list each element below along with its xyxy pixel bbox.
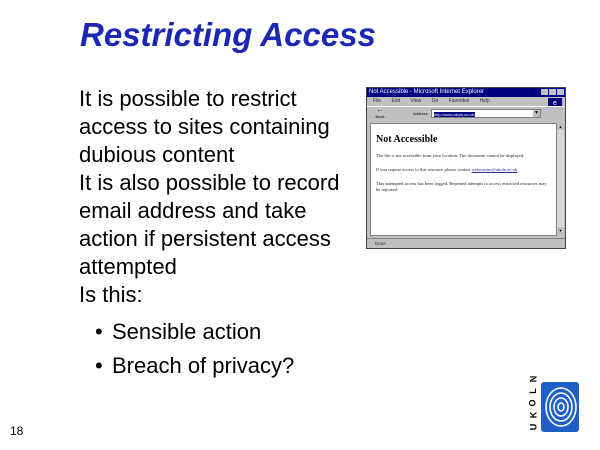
browser-toolbar bbox=[367, 106, 565, 122]
logo-letter: L bbox=[528, 388, 538, 394]
menu-file: File bbox=[373, 98, 382, 104]
bullet-label: Breach of privacy? bbox=[112, 353, 295, 378]
chevron-down-icon: ▼ bbox=[534, 110, 539, 116]
back-arrow-icon: ← bbox=[376, 107, 384, 114]
status-bar: Done bbox=[367, 238, 565, 248]
paragraph-question: Is this: bbox=[79, 282, 143, 307]
back-button bbox=[373, 108, 387, 120]
logo-letter: O bbox=[527, 399, 538, 407]
minimize-icon bbox=[541, 89, 548, 95]
address-value: http://www.ukoln.ac.uk/ bbox=[434, 112, 475, 117]
page-paragraph: The file is not accessible from your location. The document cannot be displayed. bbox=[376, 153, 525, 158]
slide-title: Restricting Access bbox=[80, 16, 376, 53]
paragraph-record: It is also possible to record email address and take action if persistent access attempted bbox=[79, 170, 340, 279]
bullet-label: Sensible action bbox=[112, 319, 262, 344]
ie-logo-icon: e bbox=[548, 98, 562, 106]
scrollbar bbox=[557, 123, 564, 234]
paragraph-restrict: It is possible to restrict access to sites containing dubious content bbox=[79, 86, 330, 167]
page-heading: Not Accessible bbox=[376, 134, 438, 145]
browser-screenshot bbox=[366, 87, 566, 249]
browser-page bbox=[370, 123, 557, 236]
scroll-down-icon: ▼ bbox=[558, 228, 563, 233]
bullet-icon: • bbox=[95, 353, 103, 378]
page-text: If you require access to this resource please contact bbox=[376, 167, 471, 172]
menu-edit: Edit bbox=[391, 98, 401, 104]
browser-window-title: Not Accessible - Microsoft Internet Explorer bbox=[369, 89, 485, 95]
bullet-item bbox=[79, 315, 369, 349]
menu-go: Go bbox=[431, 98, 439, 104]
address-label: Address bbox=[413, 111, 428, 116]
menu-view: View bbox=[410, 98, 422, 104]
page-paragraph bbox=[376, 167, 551, 173]
logo-letter: K bbox=[528, 411, 538, 419]
maximize-icon bbox=[549, 89, 556, 95]
bullet-icon: • bbox=[95, 319, 103, 344]
bullet-list bbox=[79, 315, 369, 383]
page-number: 18 bbox=[10, 424, 24, 438]
menu-help: Help bbox=[479, 98, 490, 104]
logo-letter: N bbox=[528, 375, 538, 383]
bullet-item bbox=[79, 349, 369, 383]
scroll-up-icon: ▲ bbox=[558, 124, 563, 129]
browser-menubar bbox=[367, 97, 565, 106]
menu-favorites: Favorites bbox=[448, 98, 470, 104]
ukoln-swirl-logo-icon bbox=[527, 375, 581, 434]
page-paragraph: This attempted access has been logged. Repeated attempts to access restricted resources may be reported. bbox=[376, 181, 547, 192]
back-label: Back bbox=[375, 114, 385, 119]
page-link: webmaster@ukoln.ac.uk bbox=[471, 167, 518, 172]
browser-titlebar bbox=[367, 88, 565, 97]
address-field bbox=[431, 109, 541, 118]
window-controls bbox=[541, 89, 564, 95]
slide-body bbox=[79, 85, 369, 383]
close-icon bbox=[557, 89, 564, 95]
logo-letter: U bbox=[528, 423, 538, 431]
